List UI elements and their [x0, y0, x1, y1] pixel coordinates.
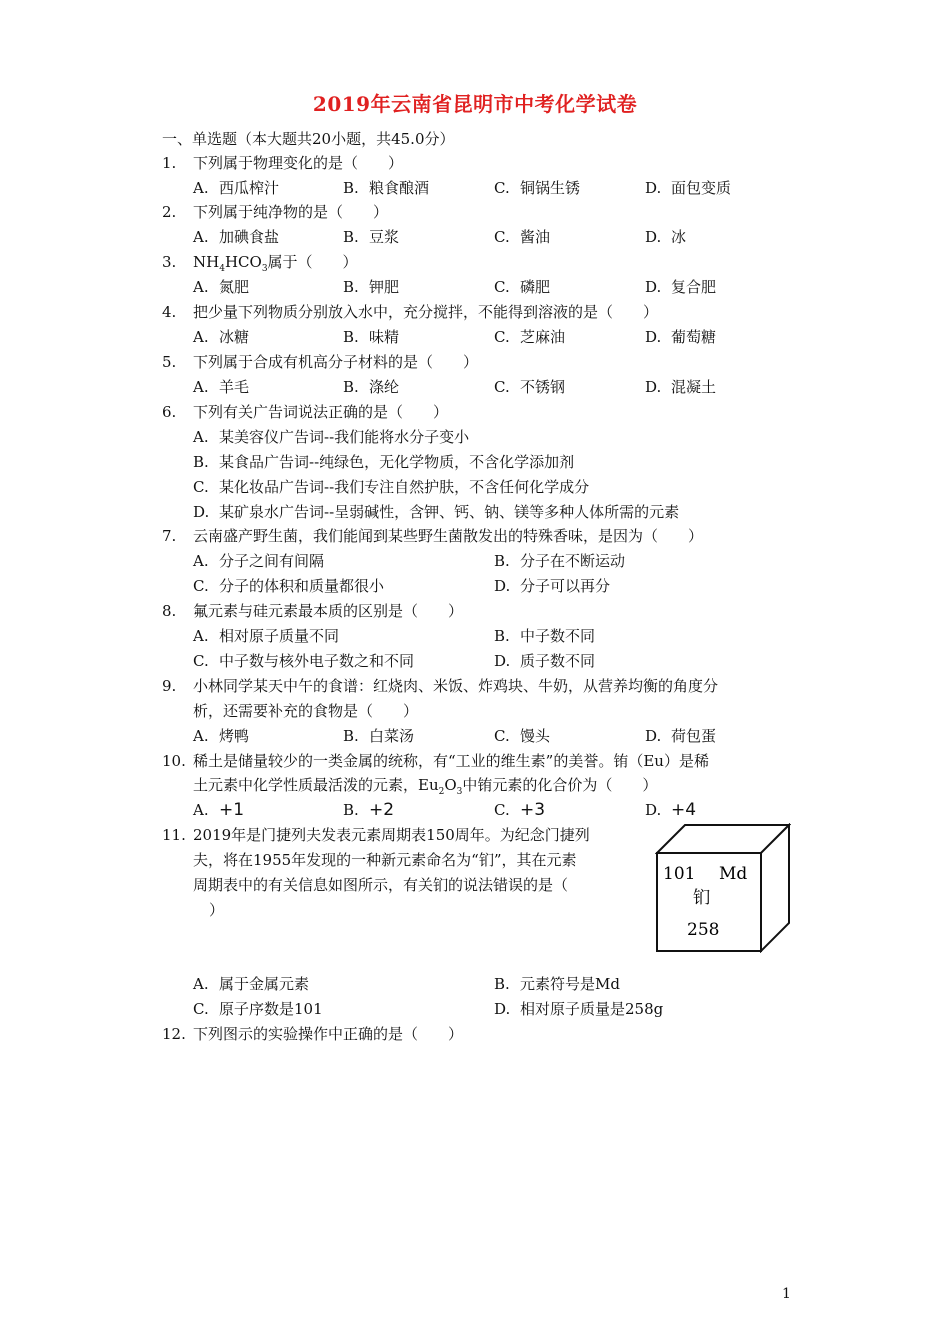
option-letter: D. — [494, 577, 511, 595]
option-d — [645, 275, 716, 299]
option-letter: D. — [645, 278, 662, 296]
option-text: 豆浆 — [369, 228, 400, 246]
option-d — [193, 500, 679, 524]
question-stem-continued: ） — [209, 901, 225, 919]
option-letter: C. — [193, 478, 209, 496]
option-letter: B. — [343, 328, 359, 346]
option-c — [193, 475, 589, 499]
option-a — [193, 972, 309, 996]
option-letter: B. — [343, 378, 359, 396]
option-c — [494, 275, 550, 299]
question-number: 10. — [162, 752, 186, 770]
option-text: 某美容仪广告词--我们能将水分子变小 — [219, 428, 470, 446]
option-text: 铜锅生锈 — [520, 179, 581, 197]
question-stem: 下列有关广告词说法正确的是（ ） — [193, 403, 449, 421]
question-stem-continued: 析，还需要补充的食物是（ ） — [193, 702, 419, 720]
question-stem: 下列属于纯净物的是（ ） — [193, 203, 389, 221]
option-text: 属于金属元素 — [219, 975, 310, 993]
formula-subscript: 3 — [261, 264, 268, 274]
option-text: 原子序数是101 — [219, 1000, 323, 1018]
option-text: 面包变质 — [671, 179, 732, 197]
option-letter: A. — [193, 727, 209, 745]
option-letter: C. — [193, 1000, 209, 1018]
option-text: 磷肥 — [520, 278, 551, 296]
option-b — [343, 225, 399, 249]
question-number: 5. — [162, 353, 177, 371]
option-b — [193, 450, 574, 474]
option-a — [193, 624, 339, 648]
question-number: 2. — [162, 203, 177, 221]
option-c — [494, 176, 580, 200]
option-a — [193, 176, 279, 200]
option-c — [494, 375, 565, 399]
option-d — [645, 225, 686, 249]
question-stem-continued: 夫，将在1955年发现的一种新元素命名为“钔”，其在元素 — [193, 851, 577, 869]
formula-part: NH — [193, 253, 220, 271]
option-c — [193, 574, 384, 598]
option-letter: D. — [645, 328, 662, 346]
option-letter: A. — [193, 228, 209, 246]
question-number: 4. — [162, 303, 177, 321]
formula-part: O — [444, 776, 457, 794]
question-stem: 云南盛产野生菌，我们能闻到某些野生菌散发出的特殊香味，是因为（ ） — [193, 527, 704, 545]
option-b — [343, 325, 399, 349]
option-text: +1 — [219, 800, 245, 820]
option-c — [193, 649, 414, 673]
question-number: 7. — [162, 527, 177, 545]
option-text: 分子的体积和质量都很小 — [219, 577, 385, 595]
option-text: 复合肥 — [671, 278, 717, 296]
option-text: 酱油 — [520, 228, 551, 246]
option-text: 质子数不同 — [520, 652, 596, 670]
option-letter: A. — [193, 975, 209, 993]
question-stem: 2019年是门捷列夫发表元素周期表150周年。为纪念门捷列 — [193, 826, 590, 844]
option-text: 芝麻油 — [520, 328, 566, 346]
option-a — [193, 425, 469, 449]
option-text: 分子之间有间隔 — [219, 552, 325, 570]
option-b — [494, 972, 620, 996]
option-letter: B. — [343, 228, 359, 246]
option-text: 涤纶 — [369, 378, 400, 396]
stem-text: 中铕元素的化合价为（ ） — [462, 776, 658, 794]
option-c — [494, 225, 550, 249]
formula-subscript: 3 — [456, 787, 463, 797]
option-d — [645, 176, 731, 200]
option-letter: D. — [645, 179, 662, 197]
option-text: 分子可以再分 — [520, 577, 611, 595]
option-d — [645, 375, 716, 399]
option-a — [193, 798, 244, 822]
option-letter: C. — [193, 577, 209, 595]
option-letter: A. — [193, 328, 209, 346]
option-text: 不锈钢 — [520, 378, 566, 396]
option-letter: A. — [193, 278, 209, 296]
option-text: 羊毛 — [219, 378, 250, 396]
question-stem: 小林同学某天中午的食谱：红烧肉、米饭、炸鸡块、牛奶，从营养均衡的角度分 — [193, 677, 719, 695]
option-letter: B. — [494, 627, 510, 645]
option-d — [645, 724, 716, 748]
option-letter: B. — [193, 453, 209, 471]
option-letter: D. — [645, 228, 662, 246]
option-text: 葡萄糖 — [671, 328, 717, 346]
option-b — [343, 798, 394, 822]
option-a — [193, 549, 324, 573]
atomic-number: 101 — [663, 864, 696, 884]
option-b — [343, 176, 429, 200]
option-letter: C. — [494, 228, 510, 246]
option-text: 元素符号是Md — [520, 975, 620, 993]
question-number: 3. — [162, 253, 177, 271]
option-d — [645, 798, 696, 822]
option-text: 西瓜榨汁 — [219, 179, 280, 197]
option-b — [494, 549, 625, 573]
option-d — [494, 997, 663, 1021]
option-c — [193, 997, 323, 1021]
option-letter: C. — [193, 652, 209, 670]
option-b — [343, 375, 399, 399]
element-name: 钔 — [693, 888, 710, 908]
option-text: 分子在不断运动 — [520, 552, 626, 570]
option-text: 相对原子质量是258g — [520, 1000, 664, 1018]
option-text: 相对原子质量不同 — [219, 627, 340, 645]
option-letter: C. — [494, 278, 510, 296]
option-a — [193, 375, 249, 399]
atomic-mass: 258 — [687, 920, 720, 940]
element-symbol: Md — [719, 864, 748, 884]
option-d — [645, 325, 716, 349]
option-letter: A. — [193, 428, 209, 446]
question-stem: 下列属于物理变化的是（ ） — [193, 154, 404, 172]
stem-text: 属于（ ） — [267, 253, 358, 271]
option-b — [343, 724, 414, 748]
question-number: 6. — [162, 403, 177, 421]
option-letter: A. — [193, 552, 209, 570]
option-letter: D. — [494, 652, 511, 670]
question-number: 8. — [162, 602, 177, 620]
option-letter: C. — [494, 328, 510, 346]
option-text: 烤鸭 — [219, 727, 250, 745]
option-c — [494, 325, 565, 349]
option-letter: B. — [494, 552, 510, 570]
option-letter: B. — [343, 727, 359, 745]
formula-subscript: 2 — [438, 787, 445, 797]
option-letter: B. — [494, 975, 510, 993]
option-text: 氮肥 — [219, 278, 250, 296]
option-d — [494, 649, 595, 673]
option-letter: B. — [343, 278, 359, 296]
option-text: +2 — [369, 800, 395, 820]
question-stem: 下列图示的实验操作中正确的是（ ） — [193, 1025, 464, 1043]
page-number: 1 — [782, 1286, 791, 1302]
option-text: 某化妆品广告词--我们专注自然护肤，不含任何化学成分 — [219, 478, 590, 496]
option-text: 白菜汤 — [369, 727, 415, 745]
option-letter: B. — [343, 801, 359, 819]
option-text: +4 — [671, 800, 697, 820]
option-text: 加碘食盐 — [219, 228, 280, 246]
option-text: 荷包蛋 — [671, 727, 717, 745]
option-text: 味精 — [369, 328, 400, 346]
element-cube-figure — [655, 823, 791, 953]
option-letter: D. — [193, 503, 210, 521]
option-text: 中子数不同 — [520, 627, 596, 645]
option-letter: C. — [494, 179, 510, 197]
question-stem: 下列属于合成有机高分子材料的是（ ） — [193, 353, 479, 371]
formula-subscript: 4 — [219, 264, 225, 274]
option-a — [193, 275, 249, 299]
option-b — [494, 624, 595, 648]
stem-text: 土元素中化学性质最活泼的元素，Eu — [193, 776, 439, 794]
option-text: 某食品广告词--纯绿色，无化学物质，不含化学添加剂 — [219, 453, 575, 471]
question-stem: 稀土是储量较少的一类金属的统称，有“工业的维生素”的美誉。铕（Eu）是稀 — [193, 752, 709, 770]
option-letter: A. — [193, 801, 209, 819]
question-number: 11. — [162, 826, 186, 844]
option-letter: D. — [494, 1000, 511, 1018]
option-c — [494, 724, 550, 748]
option-text: 粮食酿酒 — [369, 179, 430, 197]
question-stem-continued: 周期表中的有关信息如图所示，有关钔的说法错误的是（ — [193, 876, 569, 894]
option-letter: C. — [494, 378, 510, 396]
exam-title: 2019年云南省昆明市中考化学试卷 — [312, 92, 638, 116]
option-text: 冰糖 — [219, 328, 250, 346]
question-stem: 氟元素与硅元素最本质的区别是（ ） — [193, 602, 464, 620]
option-letter: C. — [494, 801, 510, 819]
option-letter: A. — [193, 378, 209, 396]
question-stem: 把少量下列物质分别放入水中，充分搅拌，不能得到溶液的是（ ） — [193, 303, 659, 321]
section-heading: 一、单选题（本大题共20小题，共45.0分） — [162, 130, 455, 148]
formula-part: HCO — [224, 253, 262, 271]
option-letter: A. — [193, 627, 209, 645]
option-text: 某矿泉水广告词--呈弱碱性，含钾、钙、钠、镁等多种人体所需的元素 — [219, 503, 680, 521]
question-number: 12. — [162, 1025, 186, 1043]
option-text: 冰 — [671, 228, 687, 246]
option-letter: D. — [645, 727, 662, 745]
option-text: 钾肥 — [369, 278, 400, 296]
option-a — [193, 724, 249, 748]
option-d — [494, 574, 610, 598]
option-letter: D. — [645, 801, 662, 819]
question-number: 1. — [162, 154, 177, 172]
question-number: 9. — [162, 677, 177, 695]
option-text: +3 — [520, 800, 546, 820]
option-letter: A. — [193, 179, 209, 197]
option-text: 馒头 — [520, 727, 551, 745]
option-a — [193, 325, 249, 349]
option-text: 混凝土 — [671, 378, 717, 396]
option-letter: B. — [343, 179, 359, 197]
option-text: 中子数与核外电子数之和不同 — [219, 652, 415, 670]
question-stem-continued — [193, 773, 657, 804]
option-letter: C. — [494, 727, 510, 745]
option-a — [193, 225, 279, 249]
option-c — [494, 798, 545, 822]
option-letter: D. — [645, 378, 662, 396]
option-b — [343, 275, 399, 299]
